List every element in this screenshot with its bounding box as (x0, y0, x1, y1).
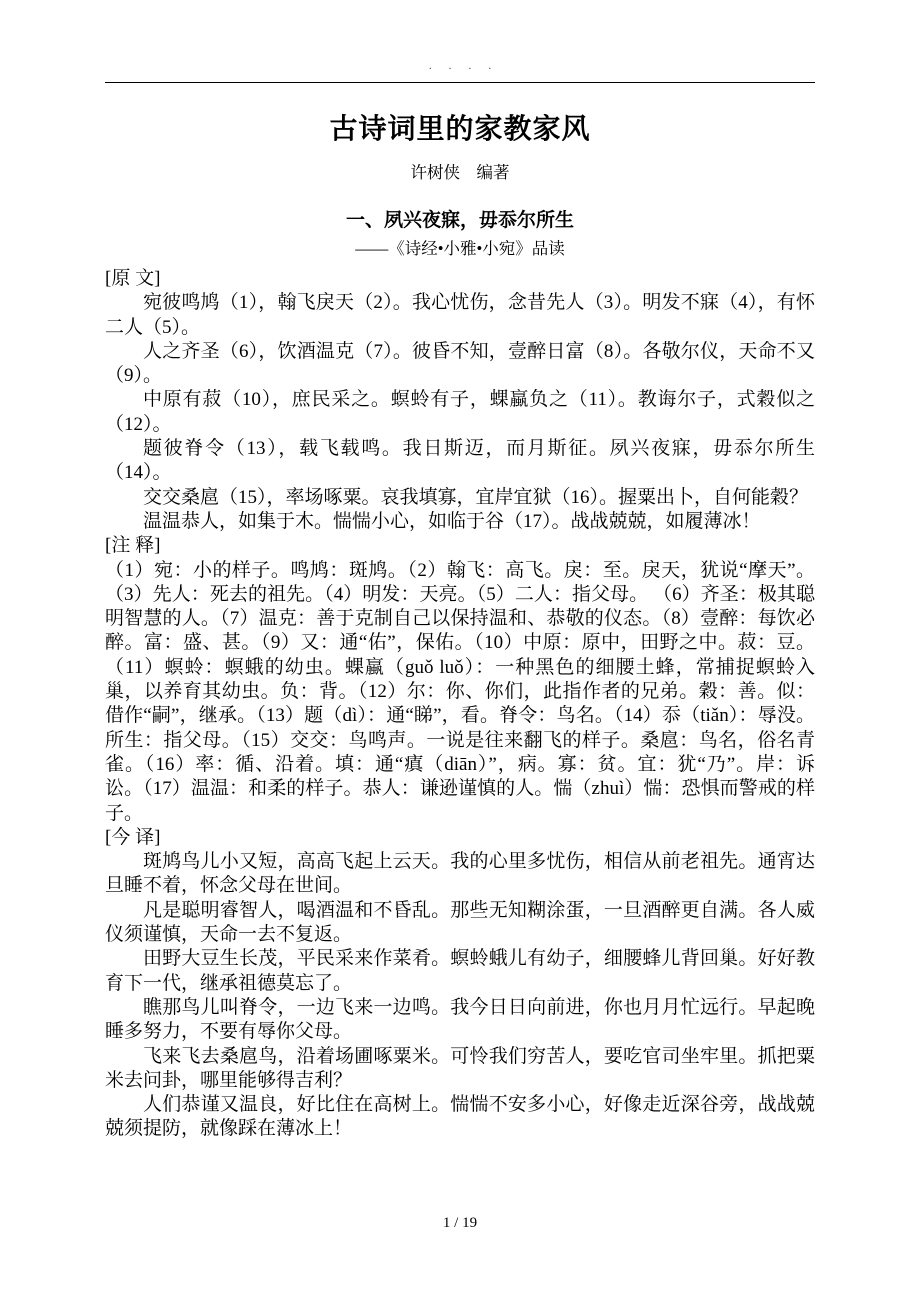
author-line: 许树侠 编著 (410, 163, 510, 182)
original-paragraph-3: 中原有菽（10），庶民采之。螟蛉有子，蜾蠃负之（11）。教诲尔子，式穀似之（12）。 (105, 389, 815, 435)
translation-paragraph-6: 人们恭谨又温良，好比住在高树上。惴惴不安多小心，好像走近深谷旁，战战兢兢须提防，就像踩在薄冰上！ (105, 1094, 815, 1140)
section-subheading: ——《诗经•小雅•小宛》品读 (355, 239, 565, 258)
header-dots: · · · · (428, 64, 492, 75)
notes-label: [注 释] (105, 535, 161, 557)
section-heading: 一、夙兴夜寐，毋忝尔所生 (345, 210, 574, 231)
document-title: 古诗词里的家教家风 (329, 114, 591, 145)
notes-text: （1）宛：小的样子。鸣鸠：斑鸠。（2）翰飞：高飞。戾：至。戾天，犹说“摩天”。（3）先人：死去的祖先。（4）明发：天亮。（5）二人：指父母。 （6）齐圣：极其聪明智慧的人。（7）温克：善于克制自己以保持温和、恭敬的仪态。（8）壹醉：每饮必醉。富：盛、甚。（9）又：通“佑”，保佑。（10）中原：原中，田野之中。菽：豆。（11）螟蛉：螟蛾的幼虫。蜾蠃（guǒ luǒ）：一种黑色的细腰土蜂，常捕捉螟蛉入巢，以养育其幼虫。负：背。（12）尔：你、你们，此指作者的兄弟。穀：善。似：借作“嗣”，继承。（13）题（dì）：通“睇”，看。脊令：鸟名。（14）忝（tiǎn）：辱没。所生：指父母。（15）交交：鸟鸣声。一说是往来翻飞的样子。桑扈：鸟名，俗名青雀。（16）率：循、沿着。填：通“瘨（diān）”，病。寡：贫。宜：犹“乃”。岸：诉讼。（17）温温：和柔的样子。恭人：谦逊谨慎的人。惴（zhuì）惴：恐惧而警戒的样子。 (105, 559, 815, 824)
translation-paragraph-5: 飞来飞去桑扈鸟，沿着场圃啄粟米。可怜我们穷苦人，要吃官司坐牢里。抓把粟米去问卦，哪里能够得吉利？ (105, 1045, 815, 1091)
translation-paragraph-2: 凡是聪明睿智人，喝酒温和不昏乱。那些无知糊涂蛋，一旦酒醉更自满。各人威仪须谨慎，天命一去不复返。 (105, 899, 815, 946)
original-paragraph-1: 宛彼鸣鸠（1），翰飞戾天（2）。我心忧伤，念昔先人（3）。明发不寐（4），有怀二人（5）。 (105, 292, 815, 338)
original-paragraph-5: 交交桑扈（15），率场啄粟。哀我填寡，宜岸宜狱（16）。握粟出卜，自何能穀？ (143, 486, 809, 508)
translation-label: [今 译] (105, 826, 161, 848)
original-text-label: [原 文] (105, 268, 161, 289)
original-paragraph-6: 温温恭人，如集于木。惴惴小心，如临于谷（17）。战战兢兢，如履薄冰！ (143, 510, 761, 532)
original-paragraph-4: 题彼脊令（13），载飞载鸣。我日斯迈，而月斯征。夙兴夜寐，毋忝尔所生（14）。 (105, 438, 815, 484)
page-header (105, 0, 815, 83)
translation-paragraph-4: 瞧那鸟儿叫脊令，一边飞来一边鸣。我今日日向前进，你也月月忙远行。早起晚睡多努力，不要有辱你父母。 (105, 996, 815, 1043)
translation-paragraph-3: 田野大豆生长茂，平民采来作菜肴。螟蛉蛾儿有幼子，细腰蜂儿背回巢。好好教育下一代，继承祖德莫忘了。 (105, 948, 815, 994)
original-paragraph-2: 人之齐圣（6），饮酒温克（7）。彼昏不知，壹醉日富（8）。各敬尔仪，天命不又（9）。 (105, 340, 815, 387)
page-number: 1 / 19 (442, 1215, 478, 1231)
translation-paragraph-1: 斑鸠鸟儿小又短，高高飞起上云天。我的心里多忧伤，相信从前老祖先。通宵达旦睡不着，怀念父母在世间。 (105, 851, 815, 897)
document-body (105, 267, 815, 1142)
